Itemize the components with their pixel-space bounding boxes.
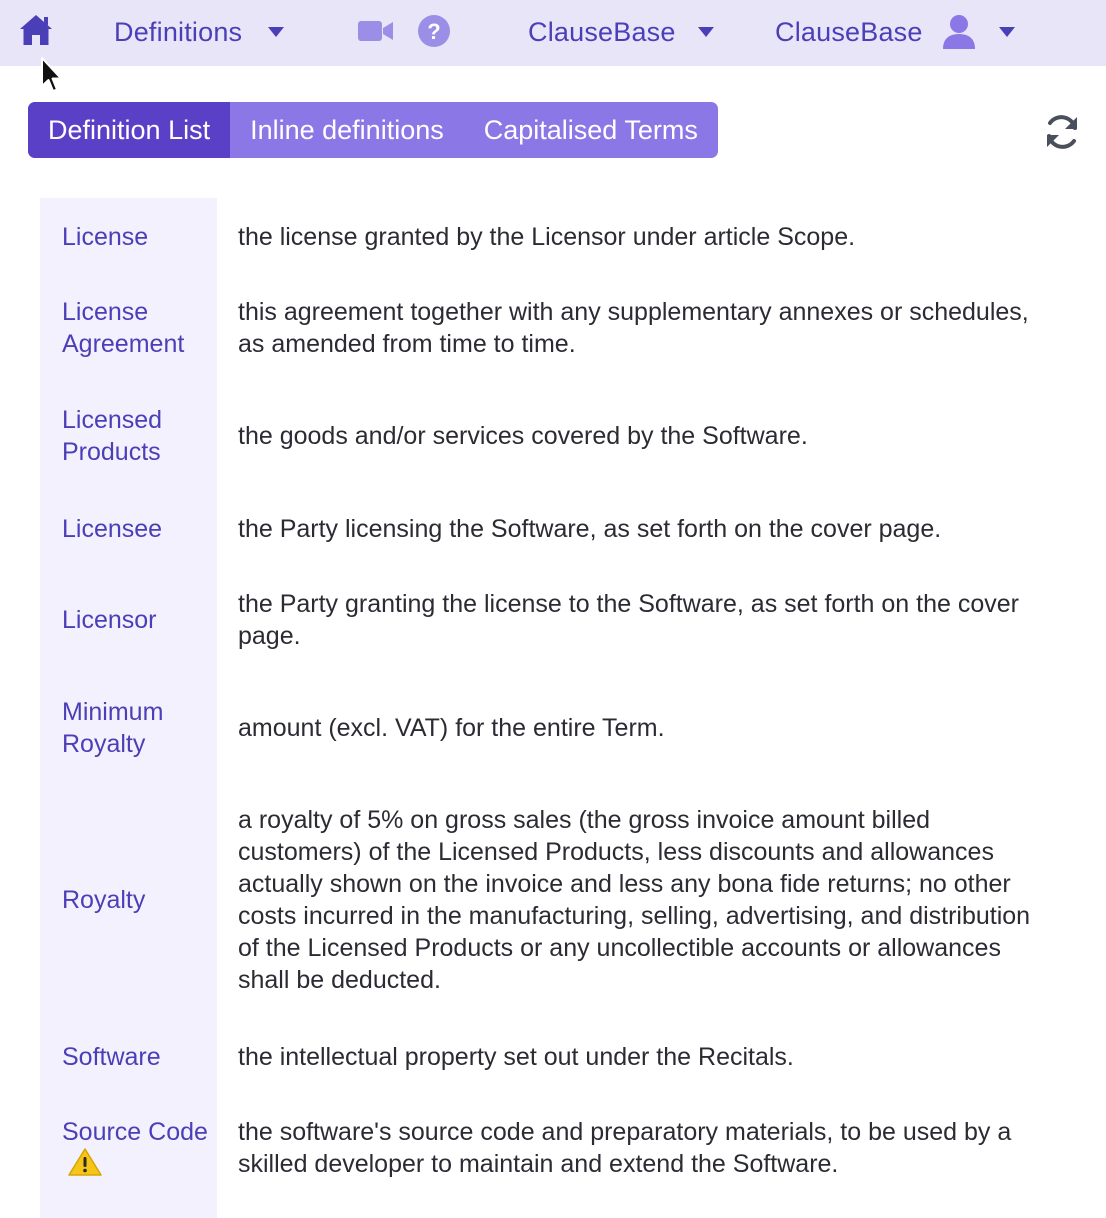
definition-description: the license granted by the Licensor under article Scope. [238, 223, 856, 251]
clausebase-menu-label: ClauseBase [528, 16, 676, 47]
definition-tabs [28, 102, 718, 158]
definition-description: the intellectual property set out under the Recitals. [238, 1043, 794, 1071]
definition-term[interactable]: License [62, 223, 149, 251]
definition-row [40, 804, 1080, 996]
chevron-down-icon [999, 27, 1015, 37]
video-camera-icon[interactable] [358, 18, 394, 44]
definition-description: the Party granting the license to the Software, as set forth on the cover page. [238, 590, 1019, 650]
clausebase-menu[interactable] [528, 12, 714, 52]
mouse-cursor-icon [40, 56, 64, 94]
definition-row [40, 510, 1080, 548]
account-menu[interactable] [775, 12, 1015, 52]
definition-term[interactable]: Licensor [62, 606, 157, 634]
definition-description: a royalty of 5% on gross sales (the gross invoice amount billed customers) of the Licensed Products, less discounts and allowances actually shown on the invoice and less any bona fide returns; no other costs incurred in the manufacturing, selling, advertising, and distribution of the Licensed Products or any uncollectible accounts or allowances shall be deducted. [238, 806, 1031, 994]
svg-text:?: ? [427, 19, 441, 44]
definition-description: the goods and/or services covered by the Software. [238, 422, 808, 450]
tab-capitalised-terms[interactable]: Capitalised Terms [483, 114, 698, 145]
account-menu-label: ClauseBase [775, 16, 923, 47]
definition-term[interactable]: Minimum Royalty [62, 698, 164, 758]
definition-term[interactable]: Licensee [62, 515, 163, 543]
tab-inline-definitions[interactable]: Inline definitions [250, 114, 444, 145]
definition-row [40, 1116, 1080, 1180]
home-icon[interactable] [18, 12, 54, 48]
chevron-down-icon [698, 27, 714, 37]
definition-description: this agreement together with any supplementary annexes or schedules, as amended from time to time. [238, 298, 1029, 358]
definition-row [40, 1038, 1080, 1076]
definition-term[interactable]: License Agreement [62, 298, 185, 358]
top-navigation-bar [0, 0, 1106, 66]
definition-row [40, 218, 1080, 256]
refresh-icon[interactable] [1042, 112, 1082, 152]
definition-term[interactable]: Software [62, 1043, 161, 1071]
definition-description: amount (excl. VAT) for the entire Term. [238, 714, 665, 742]
question-circle-icon[interactable] [417, 14, 451, 48]
tab-definition-list[interactable]: Definition List [28, 102, 230, 158]
definition-term[interactable] [40, 1116, 217, 1181]
definitions-menu-label: Definitions [114, 16, 243, 47]
chevron-down-icon [268, 27, 284, 37]
definition-term[interactable]: Royalty [62, 886, 146, 914]
definition-term-label: Source Code [62, 1117, 208, 1146]
definitions-menu[interactable] [114, 12, 284, 52]
definition-description: the Party licensing the Software, as set forth on the cover page. [238, 515, 942, 543]
definition-row [40, 296, 1080, 360]
definition-row [40, 696, 1080, 760]
definition-description: the software's source code and preparatory materials, to be used by a skilled developer to maintain and extend the Software. [238, 1118, 1012, 1178]
warning-icon [68, 1148, 102, 1176]
user-icon [941, 14, 977, 50]
definition-term[interactable]: Licensed Products [62, 406, 163, 466]
definition-row [40, 404, 1080, 468]
definition-row [40, 588, 1080, 652]
